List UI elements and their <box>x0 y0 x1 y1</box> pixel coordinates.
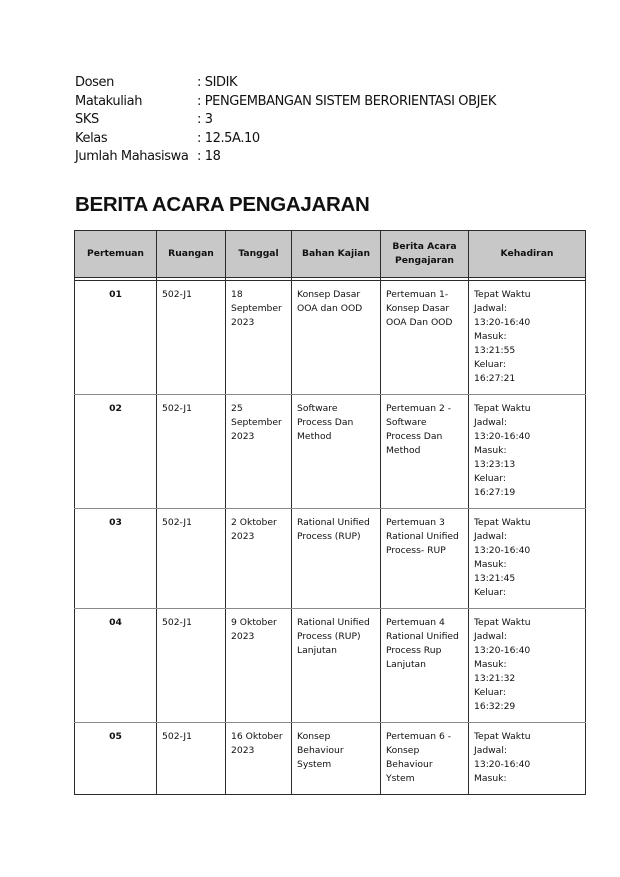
table-row <box>75 509 586 609</box>
attendance-keluar: 16:27:21 <box>474 373 516 384</box>
cell-kehadiran <box>469 395 586 509</box>
page-title: BERITA ACARA PENGAJARAN <box>75 193 370 216</box>
info-label: Dosen <box>75 75 114 90</box>
info-value: : PENGEMBANGAN SISTEM BERORIENTASI OBJEK <box>197 93 496 109</box>
attendance-jadwal-label: Jadwal: <box>474 631 507 642</box>
cell-kehadiran <box>469 609 586 723</box>
table-header-row <box>75 231 586 278</box>
attendance-jadwal-label: Jadwal: <box>474 417 507 428</box>
cell-tanggal: 18 September 2023 <box>226 281 292 395</box>
info-label: Kelas <box>75 130 108 146</box>
header-pertemuan: Pertemuan <box>75 231 157 278</box>
attendance-masuk-label: Masuk: <box>474 773 507 784</box>
attendance-keluar-label: Keluar: <box>474 587 506 598</box>
cell-pertemuan: 02 <box>75 395 157 509</box>
attendance-jadwal: 13:20-16:40 <box>474 431 531 442</box>
cell-pertemuan: 03 <box>75 509 157 609</box>
cell-berita-acara: Pertemuan 6 - Konsep Behaviour Ystem <box>381 723 469 795</box>
attendance-status: Tepat Waktu <box>474 403 531 414</box>
cell-pertemuan: 01 <box>75 281 157 395</box>
attendance-status: Tepat Waktu <box>474 617 531 628</box>
cell-kehadiran <box>469 723 586 795</box>
info-value: : 3 <box>197 112 213 127</box>
header-kehadiran: Kehadiran <box>469 231 586 278</box>
info-value: : 12.5A.10 <box>197 130 260 146</box>
cell-tanggal: 25 September 2023 <box>226 395 292 509</box>
info-value: : SIDIK <box>197 75 238 90</box>
cell-tanggal: 16 Oktober 2023 <box>226 723 292 795</box>
cell-bahan-kajian: Rational Unified Process (RUP) <box>292 509 381 609</box>
cell-berita-acara: Pertemuan 2 - Software Process Dan Method <box>381 395 469 509</box>
cell-bahan-kajian: Konsep Behaviour System <box>292 723 381 795</box>
cell-bahan-kajian: Konsep Dasar OOA dan OOD <box>292 281 381 395</box>
cell-ruangan: 502-J1 <box>157 281 226 395</box>
cell-berita-acara: Pertemuan 1- Konsep Dasar OOA Dan OOD <box>381 281 469 395</box>
cell-bahan-kajian: Software Process Dan Method <box>292 395 381 509</box>
header-ruangan: Ruangan <box>157 231 226 278</box>
attendance-keluar: 16:32:29 <box>474 701 516 712</box>
attendance-jadwal: 13:20-16:40 <box>474 317 531 328</box>
cell-ruangan: 502-J1 <box>157 509 226 609</box>
cell-pertemuan: 04 <box>75 609 157 723</box>
cell-berita-acara: Pertemuan 3 Rational Unified Process- RUP <box>381 509 469 609</box>
attendance-masuk: 13:23:13 <box>474 459 516 470</box>
info-row-sks <box>75 111 595 130</box>
cell-kehadiran <box>469 281 586 395</box>
info-row-kelas <box>75 130 595 149</box>
table-row <box>75 281 586 395</box>
attendance-status: Tepat Waktu <box>474 517 531 528</box>
cell-kehadiran <box>469 509 586 609</box>
attendance-keluar-label: Keluar: <box>474 687 506 698</box>
cell-ruangan: 502-J1 <box>157 723 226 795</box>
attendance-masuk: 13:21:45 <box>474 573 516 584</box>
cell-ruangan: 502-J1 <box>157 609 226 723</box>
header-bahan-kajian: Bahan Kajian <box>292 231 381 278</box>
attendance-keluar: 16:27:19 <box>474 487 516 498</box>
info-row-dosen <box>75 74 595 93</box>
table-row <box>75 723 586 795</box>
attendance-masuk: 13:21:32 <box>474 673 516 684</box>
attendance-masuk-label: Masuk: <box>474 659 507 670</box>
attendance-masuk-label: Masuk: <box>474 559 507 570</box>
cell-pertemuan: 05 <box>75 723 157 795</box>
cell-berita-acara: Pertemuan 4 Rational Unified Process Rup Lanjutan <box>381 609 469 723</box>
cell-tanggal: 9 Oktober 2023 <box>226 609 292 723</box>
cell-bahan-kajian: Rational Unified Process (RUP) Lanjutan <box>292 609 381 723</box>
table-row <box>75 395 586 509</box>
attendance-masuk-label: Masuk: <box>474 331 507 342</box>
attendance-jadwal-label: Jadwal: <box>474 303 507 314</box>
teaching-record-table <box>74 230 586 795</box>
info-value: : 18 <box>197 149 221 164</box>
info-label: Matakuliah <box>75 93 143 109</box>
attendance-status: Tepat Waktu <box>474 289 531 300</box>
course-info <box>75 74 595 167</box>
attendance-status: Tepat Waktu <box>474 731 531 742</box>
info-row-jumlah-mahasiswa <box>75 148 595 167</box>
attendance-jadwal-label: Jadwal: <box>474 531 507 542</box>
attendance-jadwal: 13:20-16:40 <box>474 545 531 556</box>
attendance-masuk-label: Masuk: <box>474 445 507 456</box>
attendance-jadwal: 13:20-16:40 <box>474 645 531 656</box>
info-label: Jumlah Mahasiswa <box>75 149 189 164</box>
attendance-masuk: 13:21:55 <box>474 345 516 356</box>
header-berita-acara: Berita Acara Pengajaran <box>381 231 469 278</box>
info-label: SKS <box>75 112 99 127</box>
attendance-jadwal-label: Jadwal: <box>474 745 507 756</box>
attendance-keluar-label: Keluar: <box>474 473 506 484</box>
attendance-jadwal: 13:20-16:40 <box>474 759 531 770</box>
cell-ruangan: 502-J1 <box>157 395 226 509</box>
table-row <box>75 609 586 723</box>
header-tanggal: Tanggal <box>226 231 292 278</box>
attendance-keluar-label: Keluar: <box>474 359 506 370</box>
info-row-matakuliah <box>75 93 595 112</box>
cell-tanggal: 2 Oktober 2023 <box>226 509 292 609</box>
